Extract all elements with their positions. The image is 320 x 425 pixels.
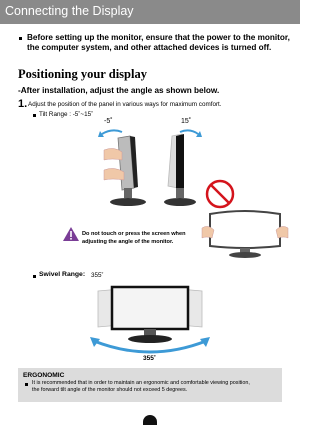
bullet-icon [25,383,28,386]
caution-text [82,230,194,246]
swivel-angle-label: 355˚ [143,355,157,362]
caution-line-1: Do not touch or press the screen when [82,231,186,237]
swivel-range-value: 355˚ [91,272,104,279]
tilt-illustration [80,124,220,210]
step-text: Adjust the position of the panel in various ways for maximum comfort. [28,101,222,108]
tilt-angle-back: -5˚ [104,118,113,125]
ergonomic-title: ERGONOMIC [23,372,65,379]
monitor-front [112,287,188,343]
step-number: 1. [18,98,28,110]
bullet-icon [33,114,36,117]
swivel-range-label: Swivel Range: [39,271,86,278]
section-subtitle: -After installation, adjust the angle as shown below. [18,86,220,95]
swivel-illustration [84,283,216,363]
section-title: Positioning your display [18,67,147,81]
tilt-forward-arrow [180,130,198,134]
prohibited-icon [204,178,236,210]
monitor-tilt-forward [164,134,196,206]
monitor-tilt-back [104,136,146,206]
page-tab [143,415,157,425]
monitor-hands-illustration [200,210,290,260]
bullet-icon [19,37,22,40]
ergonomic-line-1: It is recommended that in order to maintain an ergonomic and comfortable viewing position, [32,380,250,386]
ergonomic-line-2: the forward tilt angle of the monitor should not exceed 5 degrees. [32,387,188,393]
tilt-range-label: Tilt Range : -5˚~15˚ [39,111,94,118]
page-title: Connecting the Display [5,4,134,18]
caution-line-2: adjusting the angle of the monitor. [82,239,174,245]
tilt-back-arrow [102,130,122,134]
warning-triangle-icon [62,226,80,242]
warning-line-1: Before setting up the monitor, ensure that the power to the monitor, [27,33,290,42]
warning-line-2: the computer system, and other attached devices is turned off. [27,43,272,52]
bullet-icon [33,275,36,278]
tilt-angle-forward: 15˚ [181,118,192,125]
